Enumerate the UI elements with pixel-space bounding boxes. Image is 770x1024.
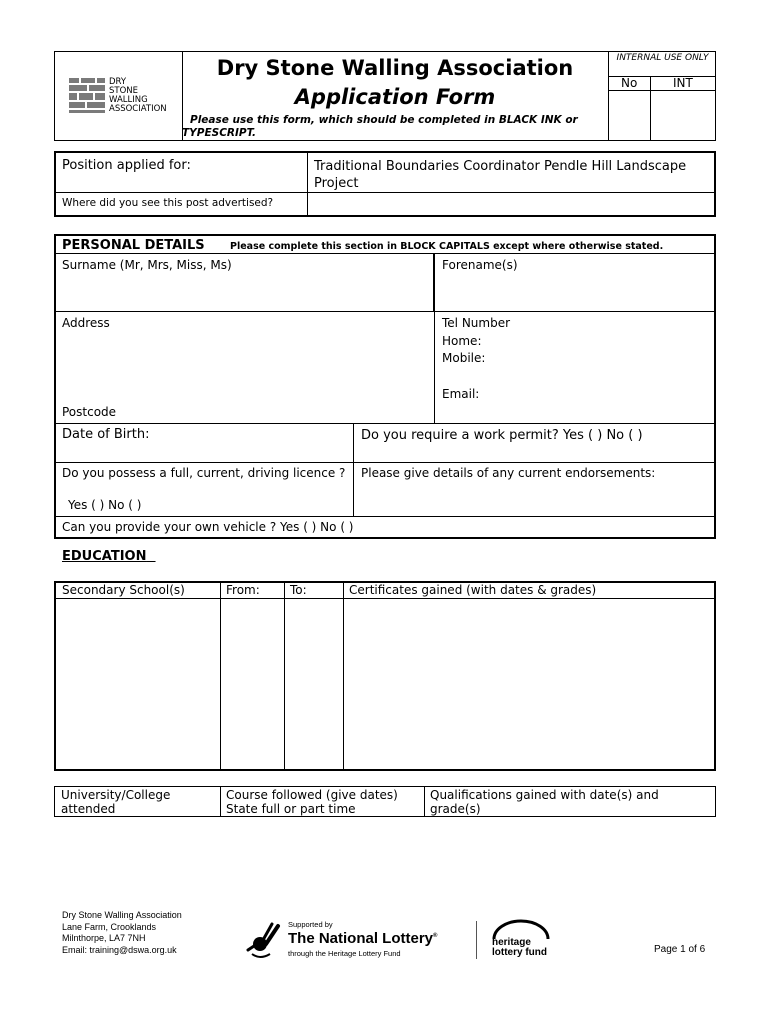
internal-no-label: No: [621, 76, 638, 90]
forename-field[interactable]: [437, 255, 712, 309]
endorsements-field[interactable]: [355, 482, 712, 515]
heritage-text: heritage: [492, 937, 531, 948]
advertised-label: Where did you see this post advertised?: [62, 197, 274, 209]
school-field[interactable]: [58, 600, 218, 768]
school-header: Secondary School(s): [62, 583, 185, 597]
personal-note: Please complete this section in BLOCK CAPITALS except where otherwise stated.: [230, 241, 664, 252]
endorsements-label: Please give details of any current endorsements:: [361, 466, 656, 480]
education-heading: EDUCATION: [62, 549, 147, 564]
licence-question: Do you possess a full, current, driving licence ?: [62, 466, 346, 480]
email-label: Email:: [442, 387, 480, 401]
certificates-field[interactable]: [345, 600, 712, 768]
home-phone-label: Home:: [442, 334, 482, 348]
university-table: [54, 786, 716, 817]
lottery-crossed-fingers-icon: [246, 920, 282, 962]
work-permit-question[interactable]: Do you require a work permit? Yes ( ) No ( ): [361, 428, 643, 443]
personal-heading: PERSONAL DETAILS: [62, 238, 205, 253]
footer-address: Dry Stone Walling Association Lane Farm, Crooklands Milnthorpe, LA7 7NH Email: training@dswa.org.uk: [62, 910, 182, 955]
surname-label: Surname (Mr, Mrs, Miss, Ms): [62, 258, 232, 272]
national-lottery-text: The National Lottery®: [288, 930, 438, 947]
address-field[interactable]: [58, 313, 432, 421]
contact-field[interactable]: [436, 313, 712, 421]
form-subtitle: Application Form: [294, 85, 496, 109]
logo-cell: [55, 52, 183, 140]
certificates-header: Certificates gained (with dates & grades): [349, 583, 597, 597]
vehicle-question[interactable]: Can you provide your own vehicle ? Yes ( ) No ( ): [62, 520, 354, 534]
from-header: From:: [226, 583, 260, 597]
form-header: [54, 51, 716, 141]
address-label: Address: [62, 316, 110, 330]
logo-text: DRY STONE WALLING ASSOCIATION: [109, 77, 167, 114]
postcode-label: Postcode: [62, 405, 117, 419]
page-title: Dry Stone Walling Association: [216, 56, 574, 80]
to-field[interactable]: [286, 600, 341, 768]
national-lottery-logo: [246, 918, 486, 962]
personal-details-section: [54, 234, 716, 539]
form-instruction: Please use this form, which should be completed in BLACK INK or TYPESCRIPT.: [182, 114, 578, 139]
to-header: To:: [290, 583, 307, 597]
course-header: Course followed (give dates) State full or part time: [226, 788, 398, 816]
secondary-school-table: [54, 581, 716, 771]
dob-field[interactable]: [58, 425, 350, 461]
surname-field[interactable]: [58, 255, 432, 309]
position-value: Traditional Boundaries Coordinator Pendle Hill Landscape Project: [314, 159, 687, 191]
internal-int-label: INT: [673, 76, 693, 90]
internal-use-box: [608, 52, 718, 140]
heritage-lottery-fund-logo: [490, 918, 560, 962]
page-number: Page 1 of 6: [654, 944, 706, 955]
advertised-field[interactable]: [309, 194, 713, 214]
from-field[interactable]: [222, 600, 282, 768]
supported-by-label: Supported by: [288, 920, 333, 929]
qualifications-header: Qualifications gained with date(s) and grade(s): [430, 788, 659, 816]
university-header: University/College attended: [61, 788, 171, 816]
mobile-phone-label: Mobile:: [442, 351, 486, 365]
licence-options[interactable]: Yes ( ) No ( ): [68, 498, 142, 512]
heritage-sub-text: lottery fund: [492, 947, 547, 958]
internal-use-label: INTERNAL USE ONLY: [616, 53, 709, 63]
forename-label: Forename(s): [442, 258, 518, 272]
tel-label: Tel Number: [442, 316, 511, 330]
position-label: Position applied for:: [62, 158, 191, 173]
dob-label: Date of Birth:: [62, 427, 150, 442]
position-section: [54, 151, 716, 217]
lottery-sub-label: through the Heritage Lottery Fund: [288, 949, 401, 958]
